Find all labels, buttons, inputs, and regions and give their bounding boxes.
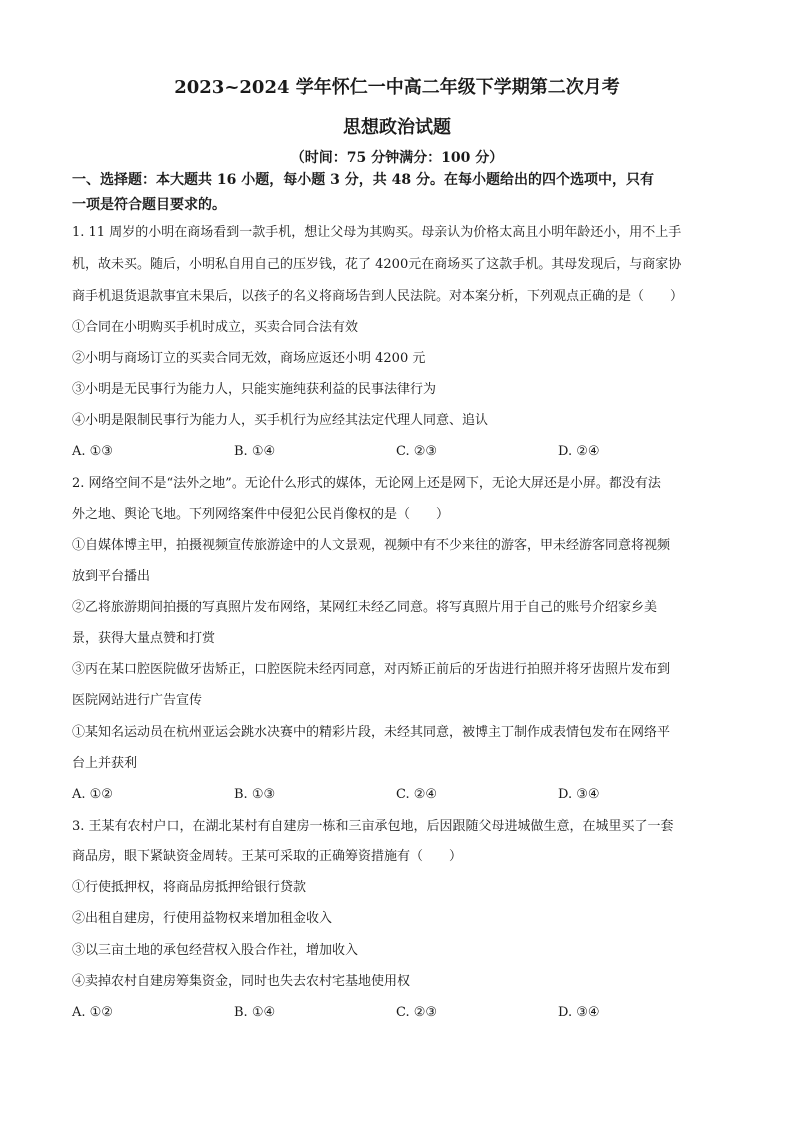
question-2-line-1: 2. 网络空间不是“法外之地”。无论什么形式的媒体，无论网上还是网下，无论大屏还是小屏。都没有法: [72, 476, 661, 491]
question-3-item-2: ②出租自建房，行使用益物权来增加租金收入: [72, 911, 333, 926]
question-2-item-2: ②乙将旅游期间拍摄的写真照片发布网络，某网红未经乙同意。将写真照片用于自己的账号介绍家乡美: [72, 600, 658, 615]
question-2-option-a: A. ①②: [72, 787, 113, 802]
question-3-option-c: C. ②③: [396, 1005, 438, 1020]
section-instruction-line-1: 一、选择题：本大题共 16 小题，每小题 3 分，共 48 分。在每小题给出的四个选项中，只有: [72, 172, 654, 188]
question-2-item-4: ①某知名运动员在杭州亚运会跳水决赛中的精彩片段，未经其同意，被博主丁制作成表情包发布在网络平: [72, 725, 671, 740]
question-1-option-c: C. ②③: [396, 444, 438, 459]
question-1-item-4: ④小明是限制民事行为能力人，买手机行为应经其法定代理人同意、追认: [72, 413, 489, 428]
question-1-option-d: D. ②④: [558, 444, 600, 459]
question-3-line-1: 3. 王某有农村户口，在湖北某村有自建房一栋和三亩承包地，后因跟随父母进城做生意，在城里买了一套: [72, 819, 674, 834]
question-1-option-b: B. ①④: [234, 444, 276, 459]
question-2-item-4-cont: 台上并获利: [72, 756, 138, 771]
time-info: （时间：75 分钟满分：100 分）: [290, 150, 504, 166]
question-1-item-2: ②小明与商场订立的买卖合同无效，商场应返还小明 4200 元: [72, 351, 426, 366]
question-2-option-c: C. ②④: [396, 787, 438, 802]
exam-title: 2023~2024 学年怀仁一中高二年级下学期第二次月考: [174, 77, 620, 98]
question-2-item-3: ③丙在某口腔医院做牙齿矫正，口腔医院未经丙同意，对丙矫正前后的牙齿进行拍照并将牙齿照片发布到: [72, 662, 671, 677]
question-3-line-2: 商品房，眼下紧缺资金周转。王某可采取的正确筹资措施有（ ）: [72, 849, 463, 864]
question-3-item-1: ①行使抵押权，将商品房抵押给银行贷款: [72, 880, 307, 895]
question-2-option-d: D. ③④: [558, 787, 600, 802]
question-1-line-2: 机，故未买。随后，小明私自用自己的压岁钱，花了 4200元在商场买了这款手机。其母发现后，与商家协: [72, 257, 682, 272]
question-2-item-1-cont: 放到平台播出: [72, 569, 151, 584]
question-1-item-1: ①合同在小明购买手机时成立，买卖合同合法有效: [72, 320, 359, 335]
question-1-line-1: 1. 11 周岁的小明在商场看到一款手机，想让父母为其购买。母亲认为价格太高且小明年龄还小，用不上手: [72, 225, 682, 240]
question-1-line-3: 商手机退货退款事宜未果后，以孩子的名义将商场告到人民法院。对本案分析，下列观点正确的是（ ）: [72, 289, 684, 304]
question-3-option-b: B. ①④: [234, 1005, 276, 1020]
question-3-option-a: A. ①②: [72, 1005, 113, 1020]
question-2-option-b: B. ①③: [234, 787, 276, 802]
question-1-item-3: ③小明是无民事行为能力人，只能实施纯获利益的民事法律行为: [72, 382, 437, 397]
question-3-item-3: ③以三亩土地的承包经营权入股合作社，增加收入: [72, 943, 359, 958]
section-instruction-line-2: 一项是符合题目要求的。: [72, 197, 226, 213]
subject-title: 思想政治试题: [343, 117, 451, 138]
question-1-option-a: A. ①③: [72, 444, 113, 459]
question-2-item-1: ①自媒体博主甲，拍摄视频宣传旅游途中的人文景观，视频中有不少来往的游客，甲未经游客同意将视频: [72, 538, 671, 553]
question-2-line-2: 外之地、舆论飞地。下列网络案件中侵犯公民肖像权的是（ ）: [72, 507, 450, 522]
question-3-option-d: D. ③④: [558, 1005, 600, 1020]
question-2-item-3-cont: 医院网站进行广告宣传: [72, 693, 203, 708]
question-3-item-4: ④卖掉农村自建房筹集资金，同时也失去农村宅基地使用权: [72, 974, 411, 989]
question-2-item-2-cont: 景，获得大量点赞和打赏: [72, 631, 216, 646]
